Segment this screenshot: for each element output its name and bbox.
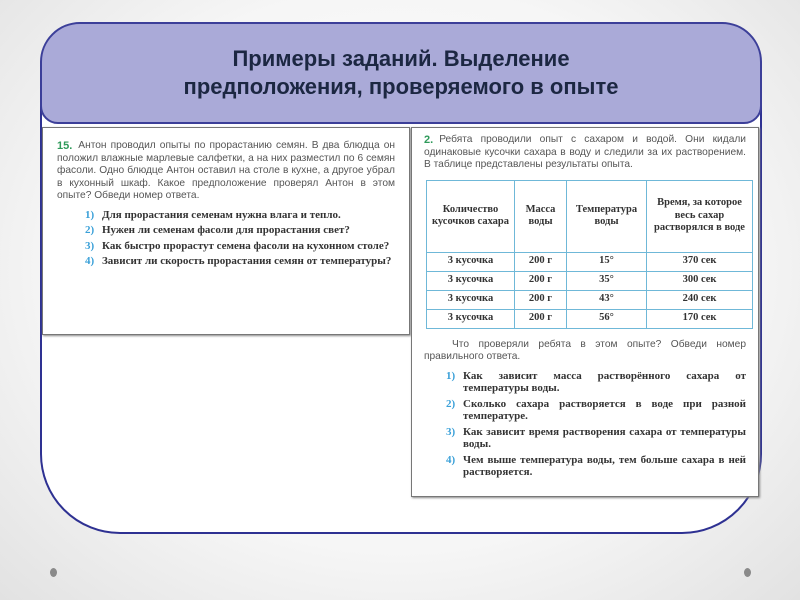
option-number: 2) <box>446 397 456 410</box>
column-header: Масса воды <box>515 180 567 252</box>
option-number: 4) <box>446 453 456 466</box>
decorative-dot <box>50 568 57 577</box>
answer-option[interactable] <box>85 255 395 268</box>
option-text: Как зависит масса растворённого сахара от температуры воды. <box>463 369 746 394</box>
answer-option[interactable] <box>446 454 746 479</box>
option-number: 3) <box>85 239 95 252</box>
table-cell: 300 сек <box>647 271 753 290</box>
option-text: Как зависит время растворения сахара от температуры воды. <box>463 425 746 450</box>
option-number: 1) <box>446 369 456 382</box>
option-text: Для прорастания семенам нужна влага и тепло. <box>102 208 341 221</box>
decorative-dot <box>744 568 751 577</box>
table-cell: 200 г <box>515 309 567 328</box>
option-number: 1) <box>85 208 95 221</box>
answer-option[interactable] <box>85 209 395 222</box>
table-cell: 3 кусочка <box>427 290 515 309</box>
table-cell: 3 кусочка <box>427 309 515 328</box>
answer-option[interactable] <box>446 426 746 451</box>
table-cell: 3 кусочка <box>427 252 515 271</box>
option-text: Чем выше температура воды, тем больше сахара в ней растворяется. <box>463 453 746 478</box>
option-text: Нужен ли семенам фасоли для прорастания свет? <box>102 224 350 236</box>
task-text: Антон проводил опыты по прорастанию семян. В два блюдца он положил влажные марлевые салфетки, а на них разместил по 6 семян фасоли. Одно блюдце Антон оставил на столе в кухне, а другое убрал в кухонный шкаф. Какое предположение проверял Антон в этом опыте? Обведи номер ответа. <box>57 140 395 201</box>
option-text: Зависит ли скорость прорастания семян от температуры? <box>102 255 392 267</box>
table-cell: 240 сек <box>647 290 753 309</box>
option-number: 4) <box>85 255 95 267</box>
option-number: 3) <box>446 425 456 438</box>
question-text: Что проверяли ребята в этом опыте? Обведи номер правильного ответа. <box>424 338 746 362</box>
task-15-panel <box>42 127 410 335</box>
answer-option[interactable] <box>446 370 746 395</box>
task-number: 15. <box>57 140 73 152</box>
results-table <box>426 180 753 329</box>
table-cell: 170 сек <box>647 309 753 328</box>
answer-option[interactable] <box>85 240 395 253</box>
answer-option[interactable] <box>85 224 395 237</box>
slide-title <box>40 22 762 124</box>
option-text: Как быстро прорастут семена фасоли на кухонном столе? <box>102 239 390 252</box>
table-cell: 3 кусочка <box>427 271 515 290</box>
table-cell: 15° <box>567 252 647 271</box>
table-cell: 56° <box>567 309 647 328</box>
table-row <box>427 271 753 290</box>
table-header-row <box>427 180 753 252</box>
table-cell: 35° <box>567 271 647 290</box>
task-text: Ребята проводили опыт с сахаром и водой. Они кидали одинаковые кусочки сахара в воду и следили за их растворением. В таблице представлены результаты опыта. <box>424 134 746 170</box>
table-cell: 370 сек <box>647 252 753 271</box>
answer-options <box>57 209 395 268</box>
task-number: 2. <box>424 134 434 146</box>
table-cell: 200 г <box>515 252 567 271</box>
answer-option[interactable] <box>446 398 746 423</box>
column-header: Количество кусочков сахара <box>427 180 515 252</box>
table-cell: 43° <box>567 290 647 309</box>
table-row <box>427 309 753 328</box>
table-cell: 200 г <box>515 290 567 309</box>
option-number: 2) <box>85 224 95 236</box>
title-line-2: предположения, проверяемого в опыте <box>183 74 619 99</box>
table-cell: 200 г <box>515 271 567 290</box>
column-header: Время, за которое весь сахар растворялся в воде <box>647 180 753 252</box>
task-2-panel <box>411 127 759 497</box>
title-line-1: Примеры заданий. Выделение <box>232 46 570 71</box>
option-text: Сколько сахара растворяется в воде при разной температуре. <box>463 397 746 422</box>
table-row <box>427 290 753 309</box>
table-row <box>427 252 753 271</box>
column-header: Температура воды <box>567 180 647 252</box>
answer-options <box>424 370 746 479</box>
